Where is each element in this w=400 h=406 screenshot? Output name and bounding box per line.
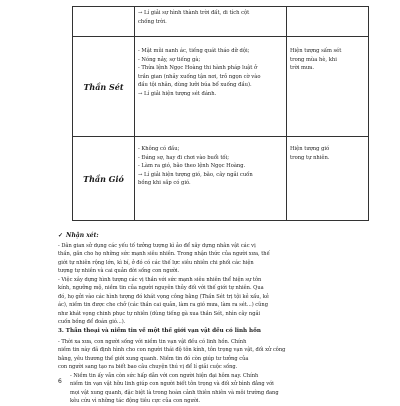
paragraph-line: - Thời xa xưa, con người sống với niềm tin vạn vật đều có linh hồn. Chính	[58, 339, 247, 345]
trait-line: - Làm ra gió, bão theo lệnh Ngọc Hoàng.	[138, 163, 246, 170]
trait-line: - Nóng nảy, sợ tiếng gà;	[138, 56, 201, 63]
remark-paragraph	[58, 242, 370, 276]
paragraph-line: kêu cứu vì những tác động tiêu cực của con người.	[70, 398, 201, 405]
trait-line: - Không có đầu;	[138, 146, 180, 152]
remark-paragraph	[58, 276, 370, 326]
trait-line: - Mặt mũi nanh ác, tiếng quát tháo dữ dội;	[138, 48, 250, 54]
section-paragraph	[70, 372, 370, 406]
trait-line: - Đáng sợ, hay đi chơi vào buổi tối;	[138, 154, 229, 161]
table-cell-traits	[135, 7, 287, 37]
table-row	[73, 7, 369, 37]
remark-heading	[58, 232, 99, 239]
meaning-line: trong mùa hè, khi	[290, 56, 337, 63]
god-name: Thần Sét	[83, 81, 124, 92]
meaning-line: trời mưa.	[290, 65, 314, 72]
table-cell-meaning	[287, 37, 369, 137]
god-name: Thần Gió	[83, 173, 124, 184]
table-cell-traits	[135, 37, 287, 137]
table-cell-traits	[135, 137, 287, 221]
paragraph-line: đó, họ gửi vào các hình tượng đó khát vọng công bằng (Thần Sét trị tội kẻ xấu, kẻ	[58, 293, 269, 300]
paragraph-line: niềm tin này đã định hình cho con người thái độ tôn kính, tôn trọng vạn vật, đối xử công	[58, 347, 286, 354]
paragraph-line: mọi vật xung quanh, đặc biệt là trong hoàn cảnh thiên nhiên và môi trường đang	[70, 389, 279, 396]
trait-line: trần gian (nhảy xuống tận nơi, trỏ ngọn cờ vào	[138, 73, 261, 80]
paragraph-line: niềm tin vạn vật hữu linh giúp con người biết tôn trọng và đối xử bình đẳng với	[70, 381, 274, 388]
trait-line: đầu tội nhân, dùng lưỡi búa bổ xuống đầu).	[138, 82, 252, 89]
table-cell-meaning	[287, 7, 369, 37]
paragraph-line: - Dân gian sử dụng các yếu tố tưởng tượng kì ảo để xây dựng nhân vật các vị	[58, 243, 256, 249]
paragraph-line: giới tự nhiên rộng lớn, kì bí, ở đó có các thế lực siêu nhiên chi phối các hiện	[58, 259, 254, 266]
paragraph-line: bằng, yêu thương thế giới xung quanh. Niềm tin đó còn giúp tư tưởng của	[58, 355, 249, 362]
trait-line: bồng khi sắp có gió.	[138, 180, 191, 187]
paragraph-line: kính, ngưỡng mộ, niềm tin của người nguyên thủy đối với thế giới tự nhiên. Qua	[58, 285, 264, 292]
trait-line: → Lí giải hiện tượng gió, bão, cây ngải cuốn	[138, 171, 253, 178]
checkmark-icon: ✓	[58, 232, 64, 239]
paragraph-line: con người sang tạo ra biết bao câu chuyện thú vị để lí giải cuộc sống.	[58, 364, 238, 371]
table-cell-meaning	[287, 137, 369, 221]
section-heading: 3. Thần thoại và niềm tin về một thế giới vạn vật đều có linh hồn	[58, 328, 261, 334]
gods-table	[72, 6, 369, 221]
section-paragraph	[58, 338, 370, 372]
table-row	[73, 137, 369, 221]
paragraph-line: tượng tự nhiên và cai quản đời sống con người.	[58, 268, 180, 275]
trait-line: chống trời.	[138, 18, 167, 25]
page-number: 6	[58, 378, 62, 385]
trait-line: → Lí giải sự hình thành trời đất, di tích cột	[138, 10, 250, 16]
trait-line: - Thừa lệnh Ngọc Hoàng thi hành pháp luật ở	[138, 65, 258, 72]
paragraph-line: cuốn bồng để đoán gió...).	[58, 319, 126, 326]
meaning-line: Hiện tượng gió	[290, 146, 330, 152]
meaning-line: trong tự nhiên.	[290, 154, 330, 161]
paragraph-line: như khát vọng chinh phục tự nhiên (dùng tiếng gà xua thần Sét, nhìn cây ngải	[58, 310, 261, 317]
paragraph-line: ác), niềm tin được che chở (các thần cai quản, làm ra gió mưa, làm ra sét...) cũng	[58, 302, 268, 309]
table-cell-name	[73, 37, 135, 137]
trait-line: → Lí giải hiện tượng sét đánh.	[138, 90, 217, 97]
paragraph-line: - Niềm tin ấy vẫn còn sức hấp dẫn với con người hiện đại hôm nay. Chính	[70, 373, 259, 379]
table-cell-name	[73, 7, 135, 37]
paragraph-line: thần, gắn cho họ những sức mạnh siêu nhiên. Trong nhận thức của người xưa, thế	[58, 251, 270, 258]
table-row	[73, 37, 369, 137]
meaning-line: Hiện tượng sấm sét	[290, 48, 342, 54]
table-cell-name	[73, 137, 135, 221]
remark-title: Nhận xét:	[66, 232, 99, 239]
paragraph-line: - Việc xây dựng hình tượng các vị thần với sức mạnh siêu nhiên thể hiện sự tôn	[58, 277, 262, 283]
